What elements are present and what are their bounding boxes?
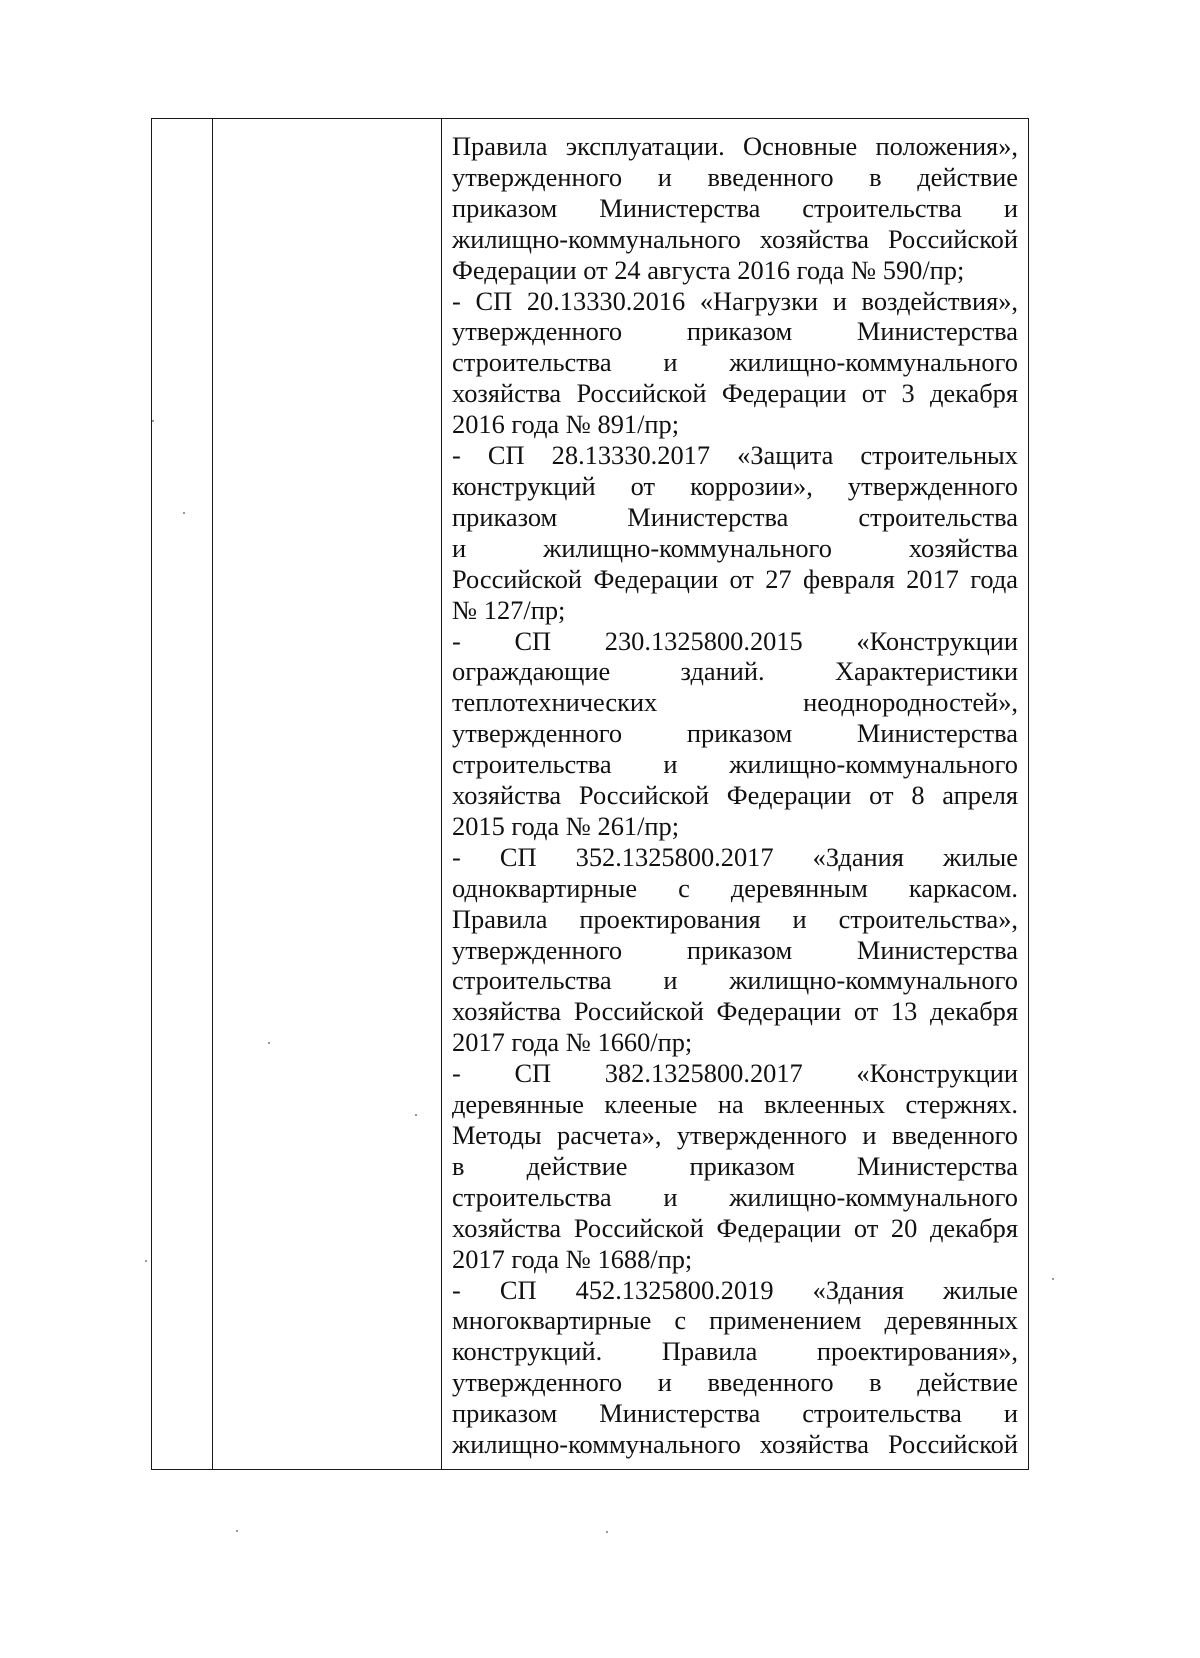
text-line: конструкций от коррозии», утвержденного	[452, 470, 1018, 501]
text-line: Российской Федерации от 27 февраля 2017 года	[452, 563, 1018, 594]
scan-speck	[606, 1531, 608, 1533]
text-line: - СП 382.1325800.2017 «Конструкции	[452, 1058, 1018, 1089]
text-line: - СП 352.1325800.2017 «Здания жилые	[452, 841, 1018, 872]
text-line: и жилищно-коммунального хозяйства	[452, 532, 1018, 563]
scan-speck	[1052, 1278, 1054, 1280]
text-line: 2015 года № 261/пр;	[452, 810, 680, 841]
text-line: утвержденного и введенного в действие	[452, 1367, 1018, 1398]
text-line: жилищно-коммунального хозяйства Российской	[452, 223, 1018, 254]
text-line: 2016 года № 891/пр;	[452, 409, 680, 440]
table-cell-content	[442, 119, 1029, 1470]
text-line: - СП 230.1325800.2015 «Конструкции	[452, 625, 1018, 656]
text-line: 2017 года № 1688/пр;	[452, 1243, 693, 1274]
text-line: хозяйства Российской Федерации от 20 декабря	[452, 1212, 1018, 1243]
text-line: конструкций. Правила проектирования»,	[452, 1336, 1018, 1367]
text-line: № 127/пр;	[452, 594, 566, 625]
text-line: в действие приказом Министерства	[452, 1150, 1018, 1181]
text-line: 2017 года № 1660/пр;	[452, 1027, 693, 1058]
text-line: утвержденного и введенного в действие	[452, 161, 1018, 192]
text-line: многоквартирные с применением деревянных	[452, 1305, 1018, 1336]
text-line: строительства и жилищно-коммунального	[452, 1181, 1018, 1212]
text-line: приказом Министерства строительства и	[452, 1398, 1018, 1429]
scan-speck	[268, 1042, 270, 1044]
text-line: деревянные клееные на вклеенных стержнях.	[452, 1089, 1018, 1120]
text-line: приказом Министерства строительства	[452, 501, 1018, 532]
text-line: жилищно-коммунального хозяйства Российской	[452, 1429, 1018, 1460]
text-line: Правила эксплуатации. Основные положения»,	[452, 131, 1018, 161]
text-line: ограждающие зданий. Характеристики	[452, 656, 1018, 687]
text-line: Федерации от 24 августа 2016 года № 590/пр;	[452, 254, 965, 285]
table-row	[152, 119, 1029, 1470]
text-line: Правила проектирования и строительства»,	[452, 903, 1018, 934]
scan-speck	[183, 512, 185, 514]
table-cell-name	[213, 119, 442, 1470]
text-line: строительства и жилищно-коммунального	[452, 965, 1018, 996]
text-line: - СП 452.1325800.2019 «Здания жилые	[452, 1274, 1018, 1305]
text-line: приказом Министерства строительства и	[452, 192, 1018, 223]
scan-speck	[152, 420, 154, 422]
text-line: хозяйства Российской Федерации от 13 декабря	[452, 996, 1018, 1027]
table-cell-number	[152, 119, 213, 1470]
text-line: хозяйства Российской Федерации от 3 декабря	[452, 378, 1018, 409]
text-line: утвержденного приказом Министерства	[452, 718, 1018, 749]
text-line: строительства и жилищно-коммунального	[452, 749, 1018, 780]
text-line: хозяйства Российской Федерации от 8 апреля	[452, 780, 1018, 811]
text-line: утвержденного приказом Министерства	[452, 316, 1018, 347]
text-line: одноквартирные с деревянным каркасом.	[452, 872, 1018, 903]
text-line: - СП 20.13330.2016 «Нагрузки и воздействия»,	[452, 285, 1018, 316]
text-line: строительства и жилищно-коммунального	[452, 347, 1018, 378]
text-line: - СП 28.13330.2017 «Защита строительных	[452, 440, 1018, 471]
normative-documents-text	[442, 119, 1028, 1460]
scan-speck	[236, 1530, 238, 1532]
text-line: теплотехнических неоднородностей»,	[452, 687, 1018, 718]
scan-speck	[415, 1114, 417, 1116]
scan-speck	[145, 1260, 147, 1262]
text-line: Методы расчета», утвержденного и введенного	[452, 1120, 1018, 1150]
document-table	[151, 118, 1029, 1470]
text-line: утвержденного приказом Министерства	[452, 934, 1018, 965]
